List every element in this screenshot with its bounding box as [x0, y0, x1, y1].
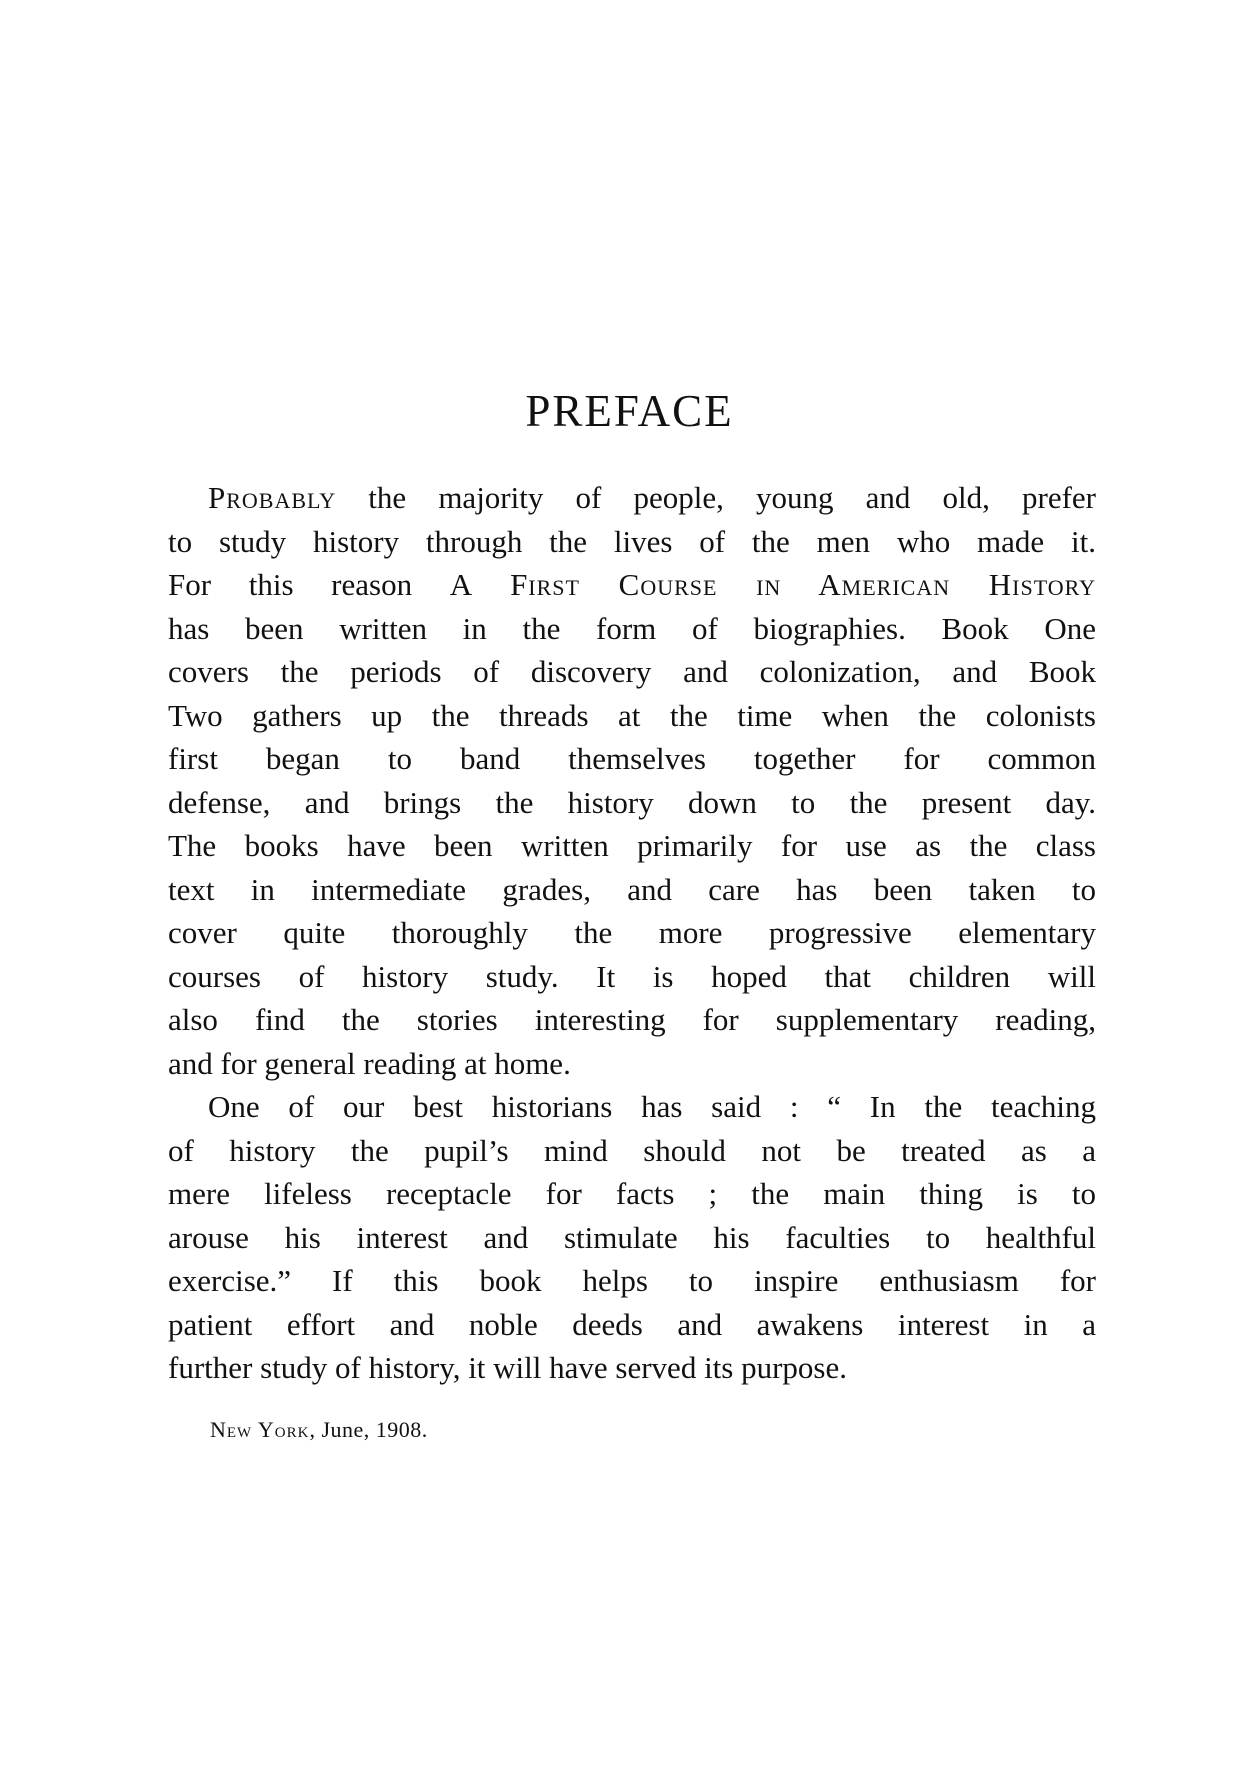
paragraph-2-line: mere lifeless receptacle for facts ; the main thing is to [168, 1176, 1096, 1211]
paragraph-1-line: to study history through the lives of the men who made it. [168, 523, 1096, 559]
paragraph-2-line: of history the pupil’s mind should not be treated as a [168, 1132, 1096, 1168]
book-title: A First Course in American History [449, 567, 1096, 602]
preface-body [168, 476, 1096, 1390]
signature-date: , June, 1908. [309, 1417, 428, 1442]
place-date-signature [210, 1417, 428, 1443]
paragraph-1-line: Two gathers up the threads at the time when the colonists [168, 697, 1096, 733]
paragraph-1-line: first began to band themselves together for common [168, 741, 1096, 776]
paragraph-2-line: further study of history, it will have served its purpose. [168, 1350, 848, 1385]
paragraph-1-line [168, 563, 1096, 607]
paragraph-1-line: The books have been written primarily for use as the class [168, 828, 1096, 863]
line-text: the majority of people, young and old, prefer [336, 480, 1096, 515]
page-title: PREFACE [525, 386, 734, 436]
paragraph-1-line: text in intermediate grades, and care has been taken to [168, 871, 1096, 907]
paragraph-2-line: arouse his interest and stimulate his faculties to healthful [168, 1219, 1096, 1255]
signature-place: New York [210, 1417, 310, 1442]
paragraph-2-line: patient effort and noble deeds and awakens interest in a [168, 1306, 1096, 1342]
paragraph-1-line: defense, and brings the history down to the present day. [168, 784, 1096, 820]
paragraph-1-line: and for general reading at home. [168, 1045, 571, 1081]
paragraph-1-line: courses of history study. It is hoped that children will [168, 958, 1096, 994]
paragraph-1-line: covers the periods of discovery and colonization, and Book [168, 654, 1096, 689]
paragraph-1-line: also find the stories interesting for supplementary reading, [168, 1002, 1096, 1037]
paragraph-2-line: One of our best historians has said : “ In the teaching [208, 1089, 1096, 1124]
line-text: For this reason [168, 567, 450, 602]
paragraph-1-line: cover quite thoroughly the more progressive elementary [168, 915, 1096, 950]
lead-word: Probably [208, 480, 337, 515]
paragraph-1-line [168, 476, 1096, 520]
paragraph-2-line: exercise.” If this book helps to inspire enthusiasm for [168, 1263, 1096, 1298]
paragraph-1-line: has been written in the form of biographies. Book One [168, 610, 1096, 646]
